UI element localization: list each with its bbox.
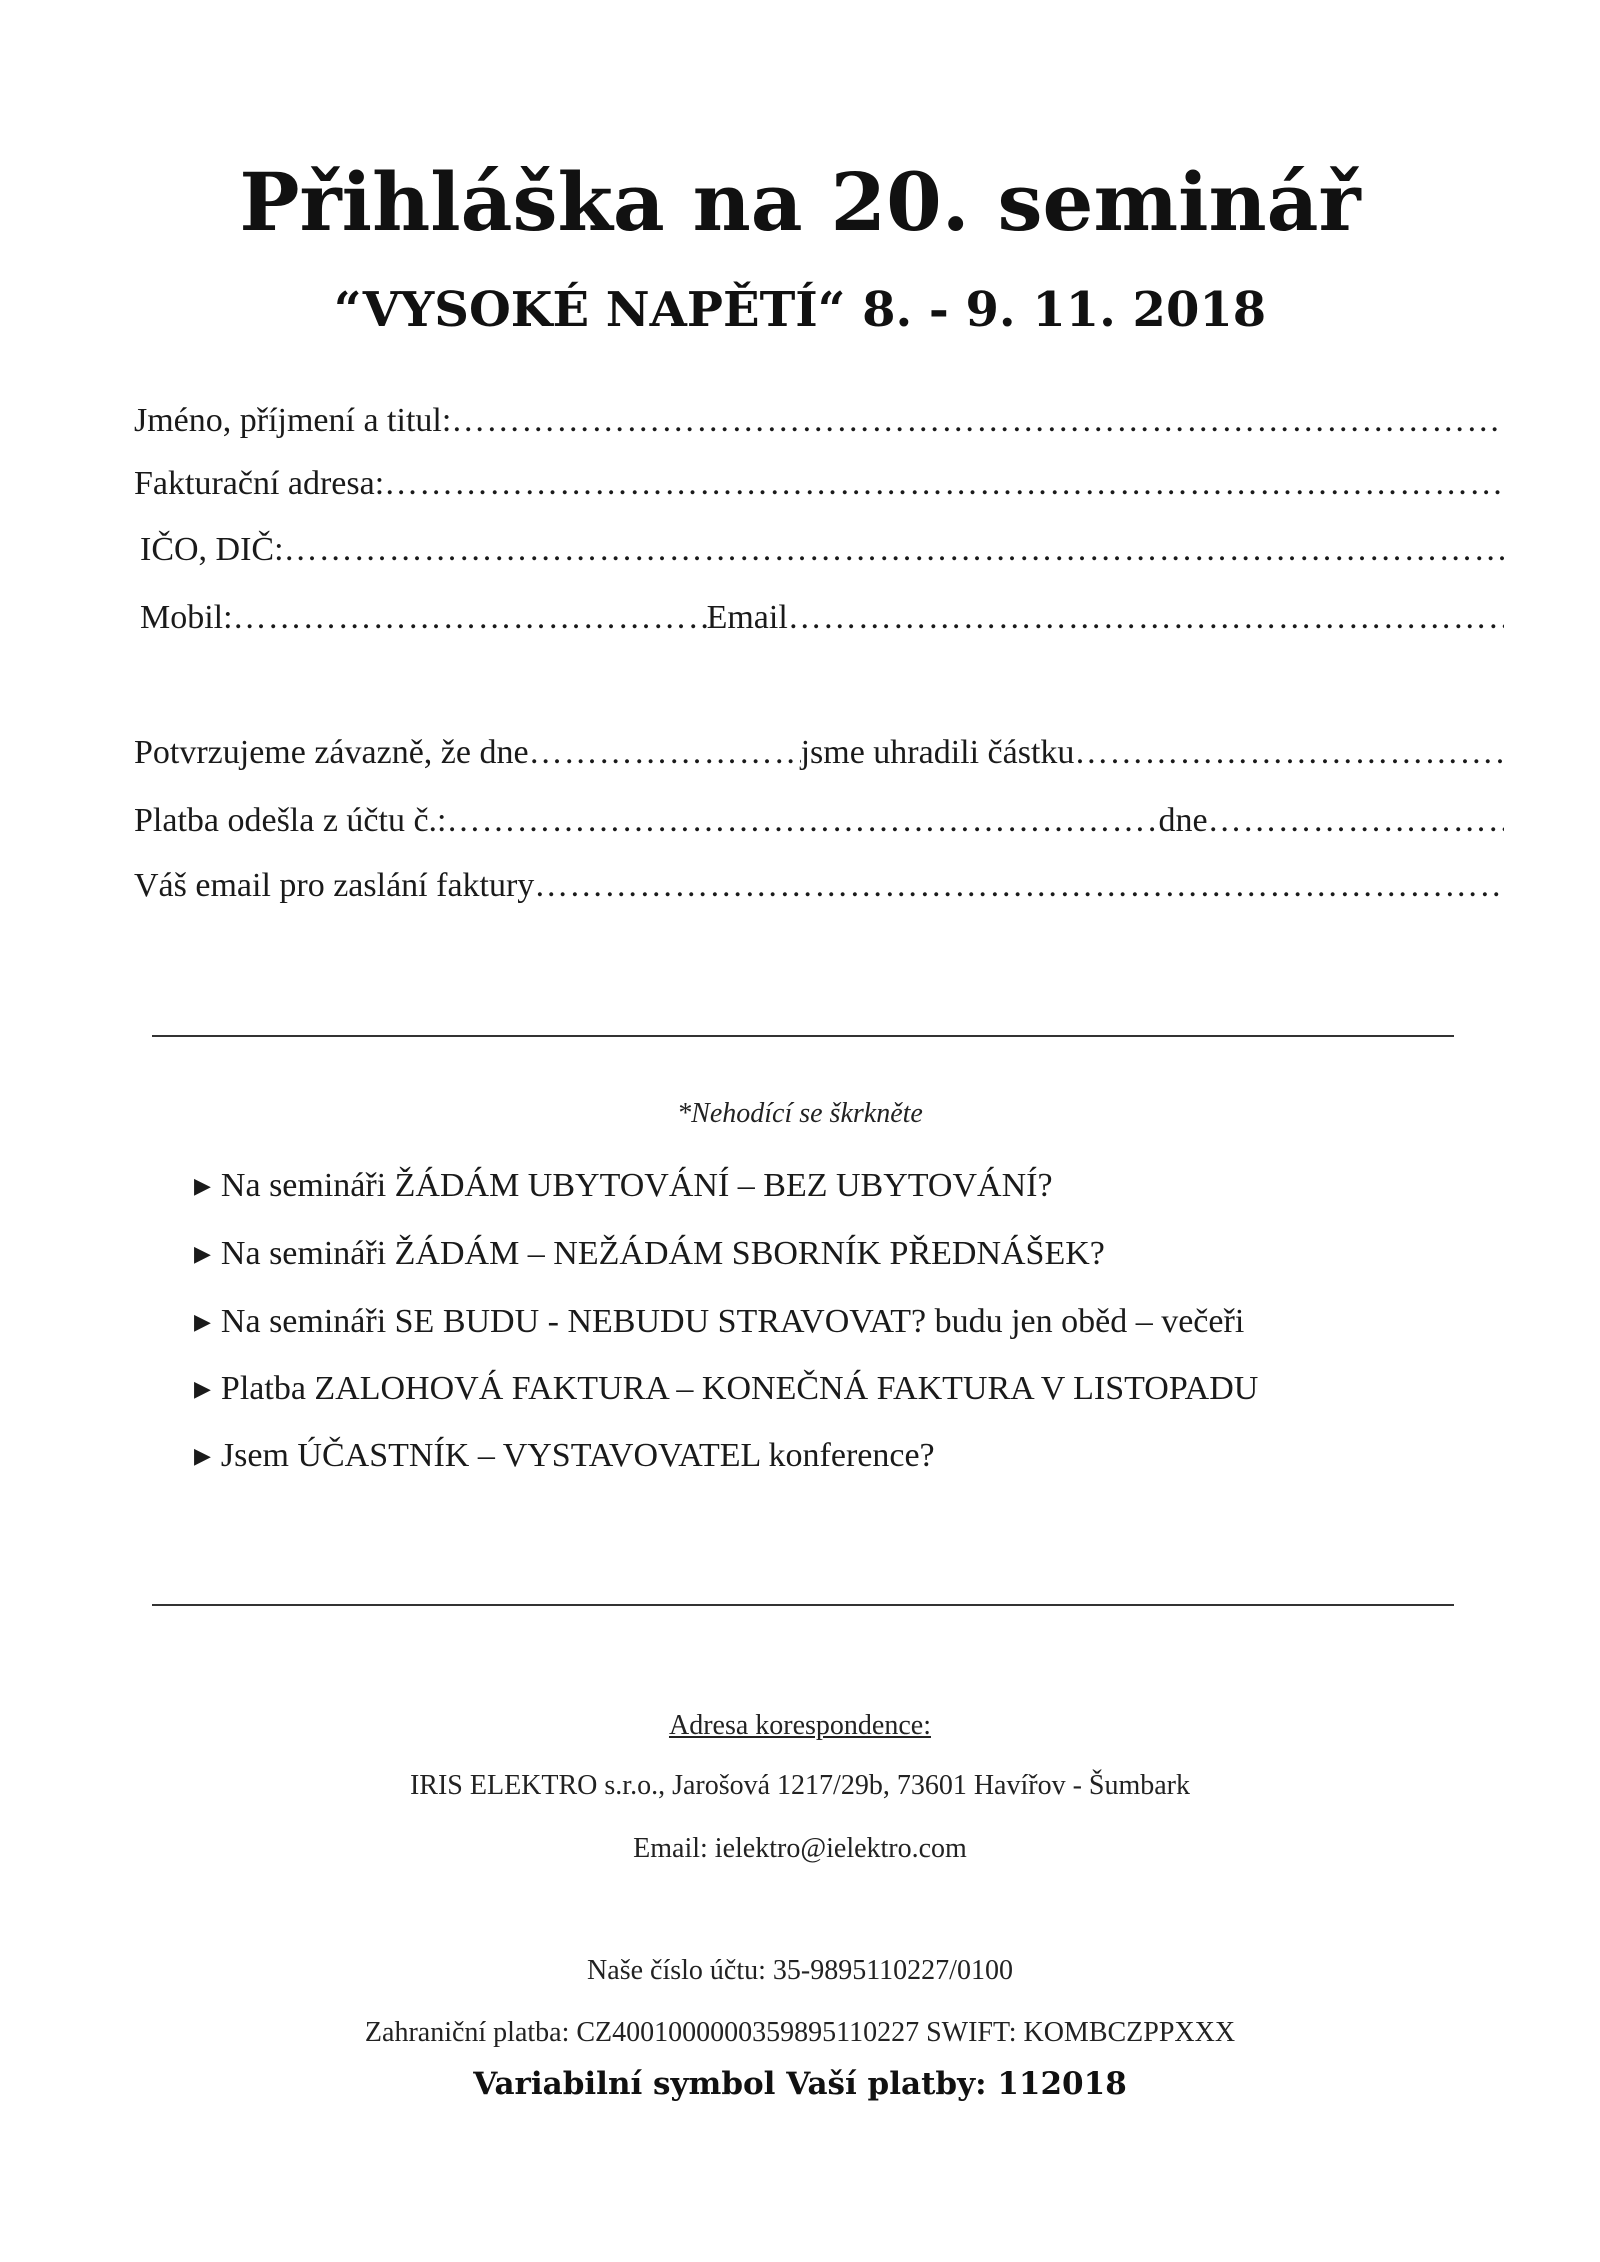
company-email: Email: ielektro@ielektro.com [633, 1833, 967, 1864]
option-proceedings[interactable] [194, 1234, 1105, 1277]
ico-dic-row[interactable] [140, 530, 1504, 570]
confirm-label: Potvrzujeme závazně, že dne [134, 734, 529, 771]
email-label: Email [706, 599, 788, 636]
correspondence-heading: Adresa korespondence: [668, 1710, 931, 1741]
foreign-payment: Zahraniční platba: CZ4001000000359895110227 SWIFT: KOMBCZPPXXX [364, 2017, 1236, 2048]
option-participant[interactable] [194, 1436, 935, 1479]
triangle-bullet-icon: ▶ [194, 1443, 211, 1468]
mobile-fill[interactable] [233, 598, 707, 638]
company-address: IRIS ELEKTRO s.r.o., Jarošová 1217/29b, 73601 Havířov - Šumbark [409, 1770, 1191, 1801]
contact-row[interactable] [140, 598, 1504, 638]
confirm-date-fill[interactable] [529, 733, 801, 773]
triangle-bullet-icon: ▶ [194, 1241, 211, 1266]
mobile-label: Mobil: [140, 599, 233, 636]
option-text: Na semináři ŽÁDÁM – NEŽÁDÁM SBORNÍK PŘEDNÁŠEK? [220, 1235, 1105, 1272]
ico-dic-fill[interactable] [284, 530, 1504, 570]
invoice-email-label: Váš email pro zaslání faktury [134, 867, 535, 904]
bank-account: Naše číslo účtu: 35-9895110227/0100 [587, 1955, 1013, 1986]
email-fill[interactable] [788, 598, 1504, 638]
paid-amount-fill[interactable] [1074, 733, 1504, 773]
option-text: Jsem ÚČASTNÍK – VYSTAVOVATEL konference? [220, 1437, 935, 1474]
variable-symbol: Variabilní symbol Vaší platby: 112018 [473, 2066, 1127, 2102]
billing-address-row[interactable] [134, 464, 1504, 504]
divider [152, 1035, 1454, 1037]
billing-address-label: Fakturační adresa: [134, 465, 385, 502]
triangle-bullet-icon: ▶ [194, 1376, 211, 1401]
invoice-email-fill[interactable] [534, 866, 1504, 906]
option-text: Na semináři SE BUDU - NEBUDU STRAVOVAT? budu jen oběd – večeři [220, 1303, 1245, 1340]
account-label: Platba odešla z účtu č.: [134, 802, 447, 839]
name-field-label: Jméno, příjmení a titul: [134, 402, 452, 439]
billing-address-fill[interactable] [384, 464, 1504, 504]
paid-amount-label: jsme uhradili částku [800, 734, 1075, 771]
payment-date-label: dne [1158, 802, 1208, 839]
name-field-fill[interactable] [451, 401, 1504, 441]
payment-date-fill[interactable] [1208, 801, 1504, 841]
ico-dic-label: IČO, DIČ: [140, 531, 284, 568]
account-row[interactable] [134, 801, 1504, 841]
page-title: Přihláška na 20. seminář [239, 155, 1361, 249]
option-text: Na semináři ŽÁDÁM UBYTOVÁNÍ – BEZ UBYTOVÁNÍ? [220, 1167, 1053, 1204]
option-invoice[interactable] [194, 1369, 1258, 1412]
triangle-bullet-icon: ▶ [194, 1173, 211, 1198]
seminar-subtitle: “VYSOKÉ NAPĚTÍ“ 8. - 9. 11. 2018 [333, 282, 1267, 338]
invoice-email-row[interactable] [134, 866, 1504, 906]
account-fill[interactable] [447, 801, 1159, 841]
option-text: Platba ZALOHOVÁ FAKTURA – KONEČNÁ FAKTURA V LISTOPADU [220, 1370, 1259, 1407]
strike-note: *Nehodící se škrkněte [677, 1098, 923, 1129]
triangle-bullet-icon: ▶ [194, 1309, 211, 1334]
name-field-row[interactable] [134, 401, 1504, 441]
option-meals[interactable] [194, 1302, 1244, 1345]
divider [152, 1604, 1454, 1606]
option-accommodation[interactable] [194, 1166, 1053, 1209]
payment-confirm-row[interactable] [134, 733, 1504, 773]
